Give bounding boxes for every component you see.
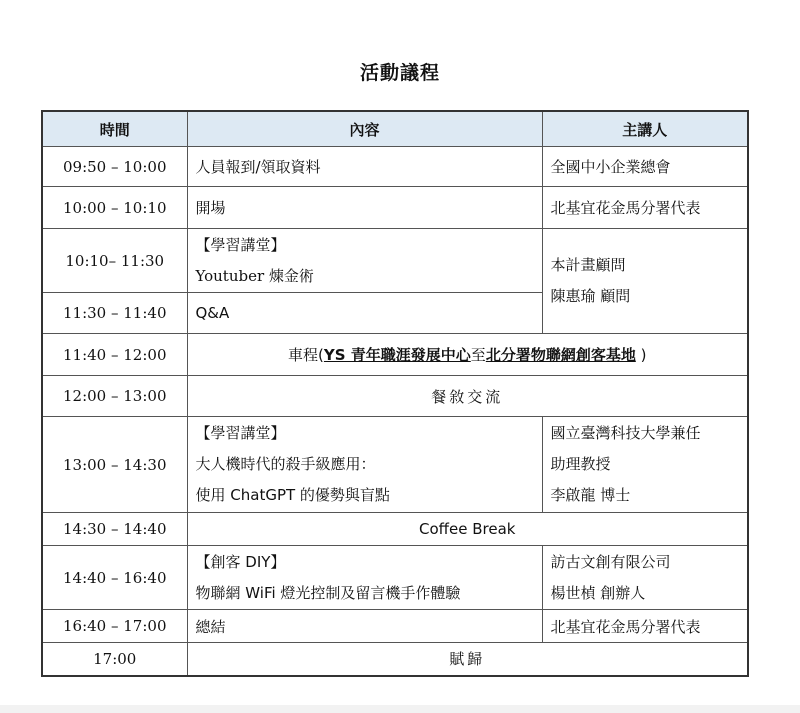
header-time: 時間	[42, 111, 187, 147]
table-row	[42, 334, 748, 376]
content-cell: 開場	[187, 187, 542, 229]
transport-prefix: 車程(	[288, 346, 324, 364]
speaker-line: 楊世楨 創辦人	[550, 583, 646, 602]
content-line: 【學習講堂】	[195, 235, 286, 254]
content-line: 【創客 DIY】	[195, 552, 286, 571]
speaker-line: 訪古文創有限公司	[550, 552, 671, 571]
content-cell: Q&A	[187, 293, 542, 334]
time-cell: 17:00	[42, 643, 187, 676]
table-row	[42, 513, 748, 546]
header-content: 內容	[187, 111, 542, 147]
table-row	[42, 643, 748, 676]
origin-location: YS 青年職涯發展中心	[323, 346, 471, 364]
time-cell: 14:30 – 14:40	[42, 513, 187, 546]
table-row	[42, 376, 748, 417]
content-line: 物聯網 WiFi 燈光控制及留言機手作體驗	[195, 583, 461, 602]
time-cell: 09:50 – 10:00	[42, 147, 187, 187]
speaker-line: 國立臺灣科技大學兼任	[550, 424, 701, 442]
table-row	[42, 229, 748, 293]
speaker-line: 李啟龍 博士	[550, 486, 631, 504]
table-row	[42, 187, 748, 229]
time-cell: 16:40 – 17:00	[42, 610, 187, 643]
transport-connector: 至	[470, 346, 486, 364]
speaker-cell	[542, 229, 748, 334]
table-row	[42, 417, 748, 513]
time-cell: 14:40 – 16:40	[42, 546, 187, 610]
content-cell: 人員報到/領取資料	[187, 147, 542, 187]
speaker-cell: 全國中小企業總會	[542, 147, 748, 187]
content-cell: 總結	[187, 610, 542, 643]
content-line: 使用 ChatGPT 的優勢與盲點	[195, 486, 390, 504]
time-cell: 13:00 – 14:30	[42, 417, 187, 513]
speaker-line: 陳惠瑜 顧問	[550, 287, 631, 305]
time-cell: 11:30 – 11:40	[42, 293, 187, 334]
content-cell	[187, 546, 542, 610]
speaker-cell: 北基宜花金馬分署代表	[542, 610, 748, 643]
speaker-line: 助理教授	[550, 455, 611, 473]
transport-suffix: )	[635, 346, 647, 364]
bottom-bar	[0, 705, 800, 713]
content-cell: 餐敘交流	[187, 376, 748, 417]
content-line: 大人機時代的殺手級應用：	[195, 455, 376, 473]
content-cell	[187, 417, 542, 513]
page-title: 活動議程	[359, 62, 440, 84]
agenda-table	[41, 110, 749, 677]
content-cell: 賦歸	[187, 643, 748, 676]
speaker-line: 本計畫顧問	[550, 256, 626, 274]
table-row	[42, 546, 748, 610]
table-row	[42, 147, 748, 187]
speaker-cell	[542, 546, 748, 610]
content-line: Youtuber 煉金術	[195, 266, 314, 285]
speaker-cell	[542, 417, 748, 513]
destination-location: 北分署物聯網創客基地	[485, 346, 636, 364]
content-line: 【學習講堂】	[195, 424, 286, 442]
speaker-cell: 北基宜花金馬分署代表	[542, 187, 748, 229]
time-cell: 10:00 – 10:10	[42, 187, 187, 229]
content-cell: Coffee Break	[187, 513, 748, 546]
content-cell	[187, 229, 542, 293]
header-speaker: 主講人	[542, 111, 748, 147]
transport-cell	[187, 334, 748, 376]
table-row	[42, 610, 748, 643]
time-cell: 11:40 – 12:00	[42, 334, 187, 376]
time-cell: 10:10– 11:30	[42, 229, 187, 293]
time-cell: 12:00 – 13:00	[42, 376, 187, 417]
header-row	[42, 111, 748, 147]
